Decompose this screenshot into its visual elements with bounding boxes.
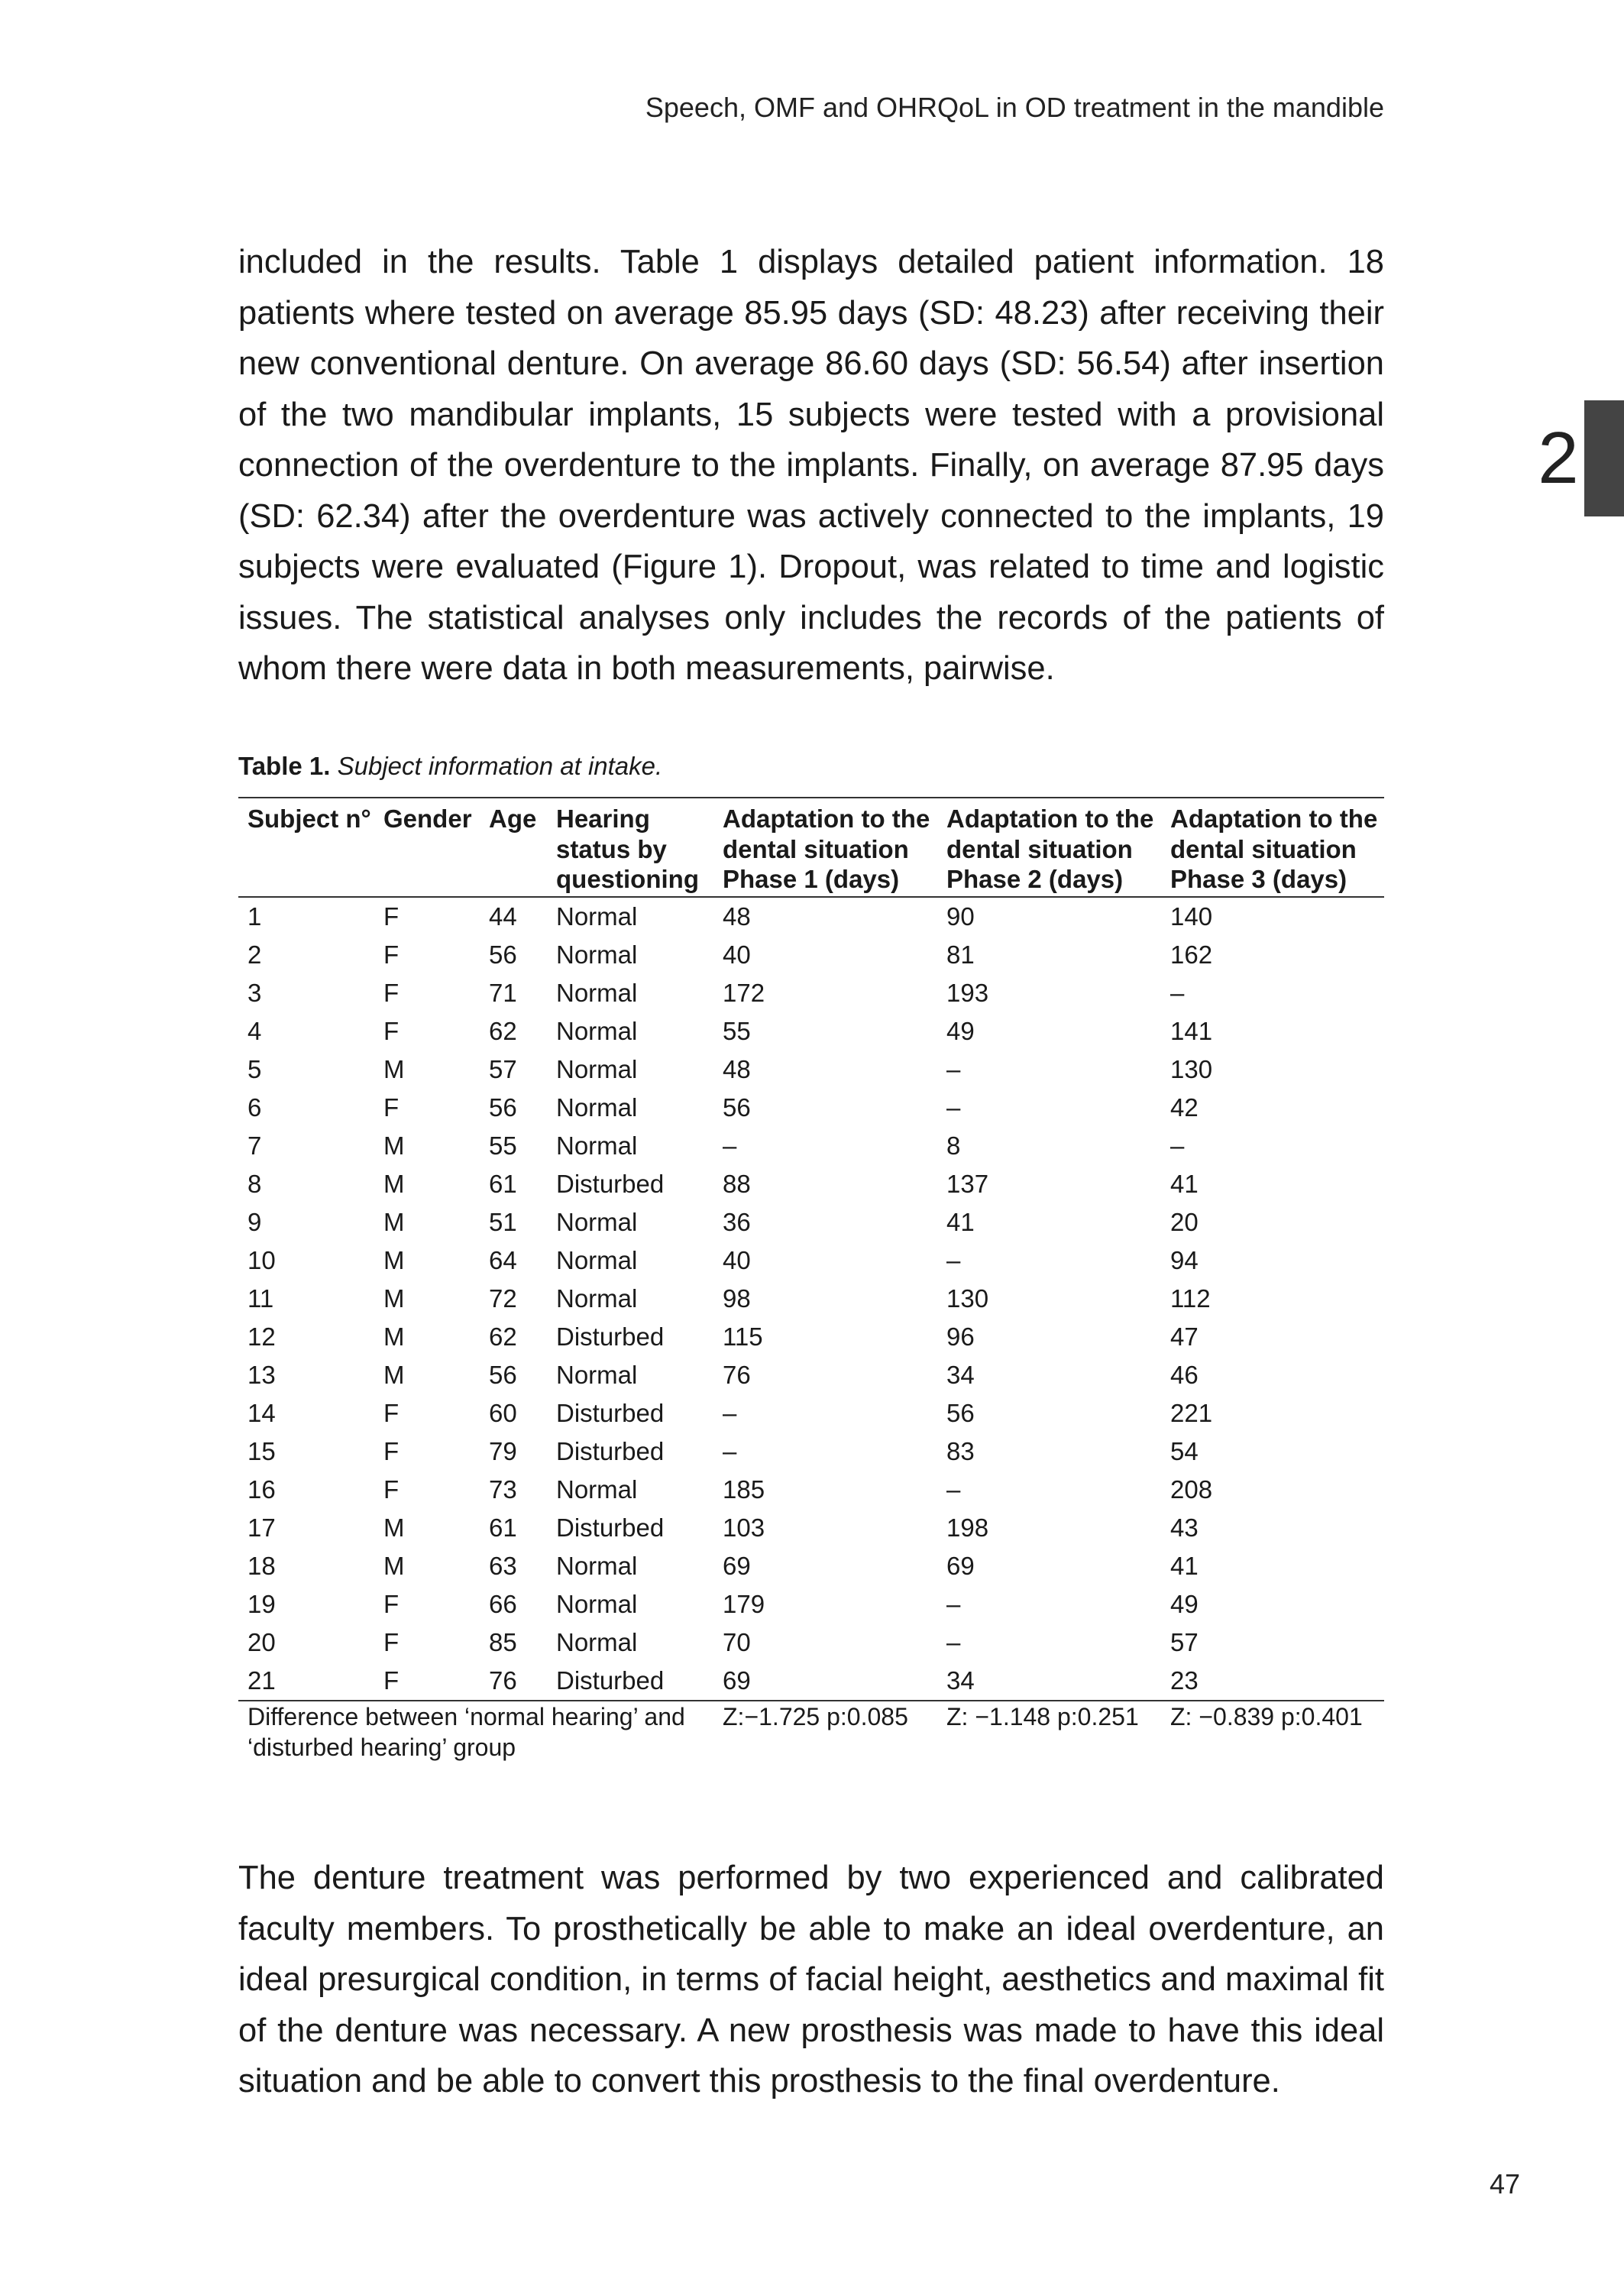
cell-hearing-status: Normal xyxy=(556,1627,638,1656)
cell-phase-1: 69 xyxy=(723,1551,751,1580)
cell-subject: 9 xyxy=(247,1207,262,1236)
cell-age: 61 xyxy=(489,1513,517,1542)
cell-hearing-status: Normal xyxy=(556,1551,638,1580)
cell-phase-2: 83 xyxy=(946,1436,975,1465)
cell-phase-2: 34 xyxy=(946,1360,975,1389)
cell-hearing-status: Normal xyxy=(556,978,638,1007)
body-paragraph-2: The denture treatment was performed by two experienced and calibrated faculty members. To prosthetically be able to make an ideal overdenture, an ideal presurgical condition, in terms of facial height, aesthetics and maximal fit of the denture was necessary. A new prosthesis was made to have this ideal situation and be able to convert this prosthesis to the final overdenture. xyxy=(238,1860,1384,2099)
cell-phase-2: – xyxy=(946,1093,961,1122)
cell-subject: 6 xyxy=(247,1093,262,1122)
cell-phase-2: 137 xyxy=(946,1169,989,1198)
table-row xyxy=(238,1012,1384,1050)
table-row xyxy=(238,936,1384,974)
cell-subject: 20 xyxy=(247,1627,276,1656)
cell-hearing-status: Disturbed xyxy=(556,1398,665,1427)
header-age: Age xyxy=(489,804,537,833)
table-body xyxy=(238,897,1384,1701)
header-hearing-status: Hearing status by questioning xyxy=(556,804,699,893)
cell-phase-2: 41 xyxy=(946,1207,975,1236)
cell-phase-1: 70 xyxy=(723,1627,751,1656)
cell-phase-2: 96 xyxy=(946,1322,975,1351)
cell-hearing-status: Normal xyxy=(556,902,638,931)
cell-phase-2: 49 xyxy=(946,1016,975,1045)
cell-hearing-status: Normal xyxy=(556,1589,638,1618)
table-row xyxy=(238,1242,1384,1280)
cell-age: 71 xyxy=(489,978,517,1007)
page-number: 47 xyxy=(1489,2168,1520,2200)
table-row xyxy=(238,1432,1384,1471)
cell-gender: F xyxy=(383,1666,400,1695)
cell-phase-2: 8 xyxy=(946,1131,961,1160)
cell-phase-1: 40 xyxy=(723,940,751,969)
cell-subject: 4 xyxy=(247,1016,262,1045)
cell-phase-1: 40 xyxy=(723,1245,751,1274)
cell-phase-3: 47 xyxy=(1170,1322,1199,1351)
cell-phase-2: 81 xyxy=(946,940,975,969)
cell-phase-2: 130 xyxy=(946,1284,989,1313)
cell-phase-1: – xyxy=(723,1398,737,1427)
cell-phase-3: 112 xyxy=(1170,1284,1211,1313)
cell-subject: 19 xyxy=(247,1589,276,1618)
cell-phase-2: 69 xyxy=(946,1551,975,1580)
cell-phase-2: 90 xyxy=(946,902,975,931)
cell-phase-3: 208 xyxy=(1170,1475,1213,1504)
cell-gender: F xyxy=(383,902,400,931)
cell-hearing-status: Normal xyxy=(556,1360,638,1389)
cell-subject: 12 xyxy=(247,1322,276,1351)
cell-phase-1: 76 xyxy=(723,1360,751,1389)
cell-gender: M xyxy=(383,1131,405,1160)
cell-phase-3: – xyxy=(1170,1131,1185,1160)
cell-phase-2: 34 xyxy=(946,1666,975,1695)
cell-age: 64 xyxy=(489,1245,517,1274)
cell-gender: F xyxy=(383,1627,400,1656)
cell-gender: F xyxy=(383,1398,400,1427)
table-row xyxy=(238,1203,1384,1242)
footer-phase-1: Z:−1.725 p:0.085 xyxy=(723,1702,908,1730)
table-row xyxy=(238,1050,1384,1089)
cell-gender: M xyxy=(383,1322,405,1351)
cell-phase-2: – xyxy=(946,1627,961,1656)
cell-age: 66 xyxy=(489,1589,517,1618)
cell-subject: 3 xyxy=(247,978,262,1007)
table-row xyxy=(238,1547,1384,1585)
table-row xyxy=(238,974,1384,1012)
cell-gender: F xyxy=(383,1436,400,1465)
cell-phase-1: 98 xyxy=(723,1284,751,1313)
cell-gender: F xyxy=(383,1016,400,1045)
header-phase-3: Adaptation to the dental situation Phase 3 (days) xyxy=(1170,804,1378,893)
table-row xyxy=(238,1509,1384,1547)
cell-subject: 7 xyxy=(247,1131,262,1160)
cell-hearing-status: Normal xyxy=(556,1207,638,1236)
cell-age: 55 xyxy=(489,1131,517,1160)
cell-phase-3: 141 xyxy=(1170,1016,1213,1045)
cell-age: 61 xyxy=(489,1169,517,1198)
subject-information-table xyxy=(238,797,1384,1763)
table-row xyxy=(238,1471,1384,1509)
cell-phase-1: 56 xyxy=(723,1093,751,1122)
table-row xyxy=(238,897,1384,936)
table-row xyxy=(238,1165,1384,1203)
cell-hearing-status: Disturbed xyxy=(556,1513,665,1542)
running-header: Speech, OMF and OHRQoL in OD treatment in the mandible xyxy=(645,92,1384,123)
cell-phase-2: 56 xyxy=(946,1398,975,1427)
cell-phase-2: – xyxy=(946,1475,961,1504)
cell-subject: 11 xyxy=(247,1284,274,1313)
footer-phase-3: Z: −0.839 p:0.401 xyxy=(1170,1702,1363,1730)
cell-hearing-status: Normal xyxy=(556,1054,638,1083)
cell-phase-1: 88 xyxy=(723,1169,751,1198)
table-header-row xyxy=(238,798,1384,897)
cell-phase-2: 198 xyxy=(946,1513,989,1542)
cell-gender: F xyxy=(383,1475,400,1504)
cell-subject: 5 xyxy=(247,1054,262,1083)
cell-gender: M xyxy=(383,1169,405,1198)
cell-subject: 15 xyxy=(247,1436,276,1465)
cell-subject: 1 xyxy=(247,902,262,931)
cell-gender: F xyxy=(383,978,400,1007)
table-row xyxy=(238,1318,1384,1356)
cell-phase-1: – xyxy=(723,1436,737,1465)
body-paragraph-1: included in the results. Table 1 displays detailed patient information. 18 patients where tested on average 85.95 days (SD: 48.23) after receiving their new conventional denture. On average 86.60 days (SD: 56.54) after insertion of the two mandibular implants, 15 subjects were tested with a provisional connection of the overdenture to the implants. Finally, on average 87.95 days (SD: 62.34) after the overdenture was actively connected to the implants, 19 subjects were evaluated (Figure 1). Dropout, was related to time and logistic issues. The statistical analyses only includes the records of the patients of whom there were data in both measurements, pairwise. xyxy=(238,244,1384,687)
header-gender: Gender xyxy=(383,804,472,833)
cell-hearing-status: Normal xyxy=(556,1475,638,1504)
cell-phase-1: 185 xyxy=(723,1475,765,1504)
cell-phase-3: 221 xyxy=(1170,1398,1213,1427)
table-row xyxy=(238,1394,1384,1432)
cell-gender: M xyxy=(383,1054,405,1083)
cell-age: 44 xyxy=(489,902,517,931)
cell-age: 51 xyxy=(489,1207,517,1236)
cell-hearing-status: Normal xyxy=(556,1093,638,1122)
cell-hearing-status: Disturbed xyxy=(556,1322,665,1351)
cell-phase-1: 172 xyxy=(723,978,765,1007)
cell-gender: M xyxy=(383,1284,405,1313)
cell-gender: M xyxy=(383,1245,405,1274)
footer-phase-2: Z: −1.148 p:0.251 xyxy=(946,1702,1139,1730)
cell-phase-1: 179 xyxy=(723,1589,765,1618)
chapter-tab xyxy=(1584,400,1624,516)
cell-age: 57 xyxy=(489,1054,517,1083)
table-row xyxy=(238,1624,1384,1662)
cell-phase-1: 36 xyxy=(723,1207,751,1236)
cell-subject: 18 xyxy=(247,1551,276,1580)
cell-phase-3: 57 xyxy=(1170,1627,1199,1656)
cell-gender: M xyxy=(383,1360,405,1389)
cell-age: 76 xyxy=(489,1666,517,1695)
cell-phase-2: 193 xyxy=(946,978,989,1007)
cell-hearing-status: Normal xyxy=(556,1131,638,1160)
cell-hearing-status: Disturbed xyxy=(556,1666,665,1695)
cell-phase-3: 20 xyxy=(1170,1207,1199,1236)
cell-phase-3: 41 xyxy=(1170,1169,1199,1198)
cell-hearing-status: Normal xyxy=(556,1284,638,1313)
cell-age: 56 xyxy=(489,1093,517,1122)
cell-age: 56 xyxy=(489,1360,517,1389)
table-row xyxy=(238,1127,1384,1165)
cell-age: 63 xyxy=(489,1551,517,1580)
cell-phase-2: – xyxy=(946,1589,961,1618)
chapter-number: 2 xyxy=(1538,417,1579,499)
cell-gender: M xyxy=(383,1207,405,1236)
cell-phase-3: 43 xyxy=(1170,1513,1199,1542)
cell-age: 62 xyxy=(489,1016,517,1045)
cell-phase-1: 48 xyxy=(723,1054,751,1083)
table-row xyxy=(238,1280,1384,1318)
cell-hearing-status: Normal xyxy=(556,1245,638,1274)
cell-age: 73 xyxy=(489,1475,517,1504)
table-caption-text: Subject information at intake. xyxy=(337,752,663,780)
cell-age: 56 xyxy=(489,940,517,969)
table-row xyxy=(238,1089,1384,1127)
cell-hearing-status: Disturbed xyxy=(556,1436,665,1465)
cell-subject: 8 xyxy=(247,1169,262,1198)
cell-phase-3: 54 xyxy=(1170,1436,1199,1465)
cell-phase-3: 23 xyxy=(1170,1666,1199,1695)
cell-hearing-status: Normal xyxy=(556,1016,638,1045)
header-phase-2: Adaptation to the dental situation Phase 2 (days) xyxy=(946,804,1154,893)
cell-hearing-status: Normal xyxy=(556,940,638,969)
cell-phase-1: 55 xyxy=(723,1016,751,1045)
cell-age: 60 xyxy=(489,1398,517,1427)
cell-phase-3: 94 xyxy=(1170,1245,1199,1274)
cell-age: 85 xyxy=(489,1627,517,1656)
cell-phase-1: – xyxy=(723,1131,737,1160)
cell-gender: M xyxy=(383,1513,405,1542)
cell-phase-3: 49 xyxy=(1170,1589,1199,1618)
cell-gender: M xyxy=(383,1551,405,1580)
cell-gender: F xyxy=(383,1589,400,1618)
cell-phase-3: 41 xyxy=(1170,1551,1199,1580)
cell-phase-3: 42 xyxy=(1170,1093,1199,1122)
cell-subject: 21 xyxy=(247,1666,276,1695)
table-caption-label: Table 1. xyxy=(238,752,331,780)
cell-phase-2: – xyxy=(946,1245,961,1274)
cell-phase-1: 115 xyxy=(723,1322,763,1351)
cell-hearing-status: Disturbed xyxy=(556,1169,665,1198)
header-subject: Subject n° xyxy=(247,804,371,833)
cell-subject: 16 xyxy=(247,1475,276,1504)
table-row xyxy=(238,1356,1384,1394)
cell-age: 72 xyxy=(489,1284,517,1313)
cell-phase-2: – xyxy=(946,1054,961,1083)
cell-subject: 13 xyxy=(247,1360,276,1389)
cell-subject: 14 xyxy=(247,1398,276,1427)
cell-subject: 17 xyxy=(247,1513,276,1542)
cell-phase-1: 103 xyxy=(723,1513,765,1542)
footer-label: Difference between ‘normal hearing’ and ‘disturbed hearing’ group xyxy=(247,1702,685,1761)
cell-phase-1: 48 xyxy=(723,902,751,931)
table-row xyxy=(238,1585,1384,1624)
table-caption xyxy=(238,752,662,781)
table-row xyxy=(238,1662,1384,1701)
header-phase-1: Adaptation to the dental situation Phase 1 (days) xyxy=(723,804,930,893)
cell-phase-3: 46 xyxy=(1170,1360,1199,1389)
cell-subject: 10 xyxy=(247,1245,276,1274)
cell-phase-3: 140 xyxy=(1170,902,1213,931)
cell-age: 62 xyxy=(489,1322,517,1351)
cell-phase-3: 162 xyxy=(1170,940,1213,969)
cell-subject: 2 xyxy=(247,940,262,969)
cell-age: 79 xyxy=(489,1436,517,1465)
cell-phase-3: 130 xyxy=(1170,1054,1213,1083)
cell-gender: F xyxy=(383,940,400,969)
table-footer-row xyxy=(238,1701,1384,1763)
cell-phase-1: 69 xyxy=(723,1666,751,1695)
cell-gender: F xyxy=(383,1093,400,1122)
cell-phase-3: – xyxy=(1170,978,1185,1007)
